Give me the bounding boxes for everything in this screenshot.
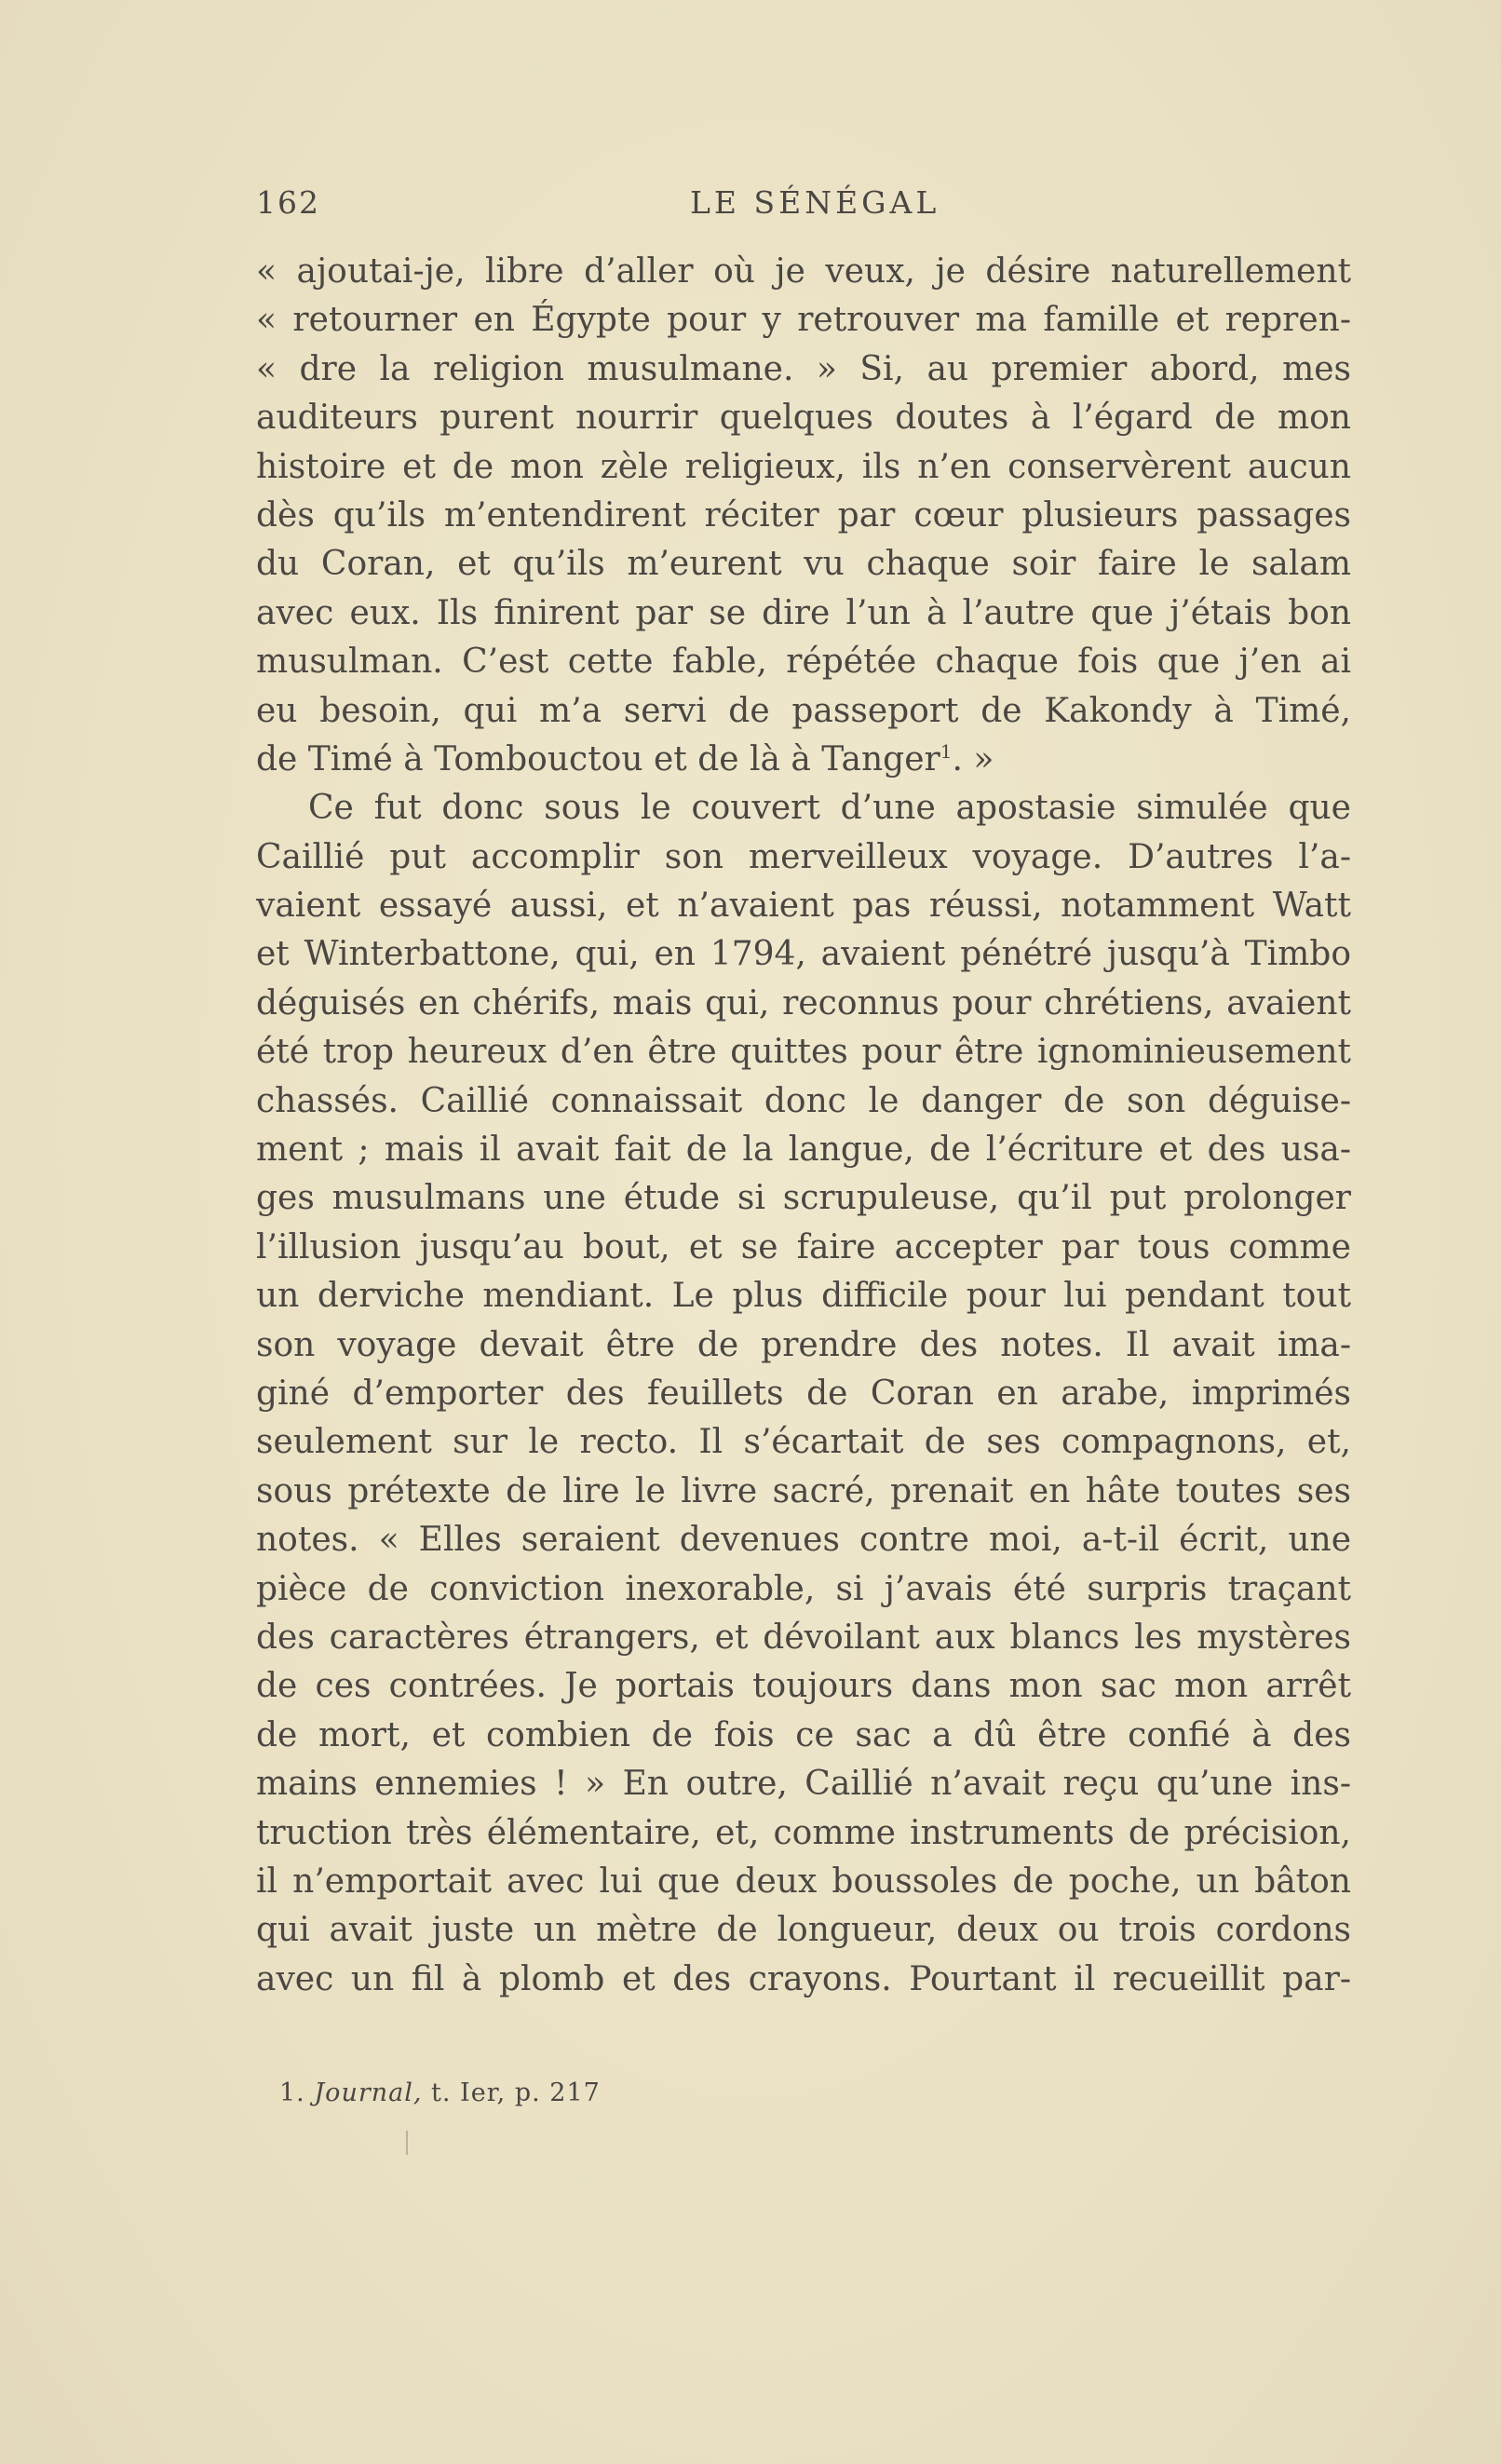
body-text — [256, 248, 1351, 2004]
text-line: giné d’emporter des feuillets de Coran en arabe, imprimés — [256, 1374, 1351, 1413]
text-line: de ces contrées. Je portais toujours dans mon sac mon arrêt — [256, 1667, 1351, 1706]
text-line: qui avait juste un mètre de longueur, deux ou trois cordons — [256, 1911, 1351, 1950]
text-line: « ajoutai-je, libre d’aller où je veux, je désire naturellement — [256, 252, 1351, 291]
text-line-content: de Timé à Tombouctou et de là à Tanger — [256, 739, 940, 778]
text-line: avec un fil à plomb et des crayons. Pourtant il recueillit par- — [256, 1959, 1351, 1998]
text-line: de mort, et combien de fois ce sac a dû être confié à des — [256, 1715, 1351, 1754]
text-line: son voyage devait être de prendre des notes. Il avait ima- — [256, 1325, 1351, 1364]
text-line: ges musulmans une étude si scrupuleuse, qu’il put prolonger — [256, 1179, 1351, 1218]
footnote-volume: t. Ier, — [431, 2078, 507, 2107]
footnote-source-title: Journal, — [314, 2078, 423, 2107]
text-line: et Winterbattone, qui, en 1794, avaient pénétré jusqu’à Timbo — [256, 935, 1351, 974]
text-line: l’illusion jusqu’au bout, et se faire accepter par tous comme — [256, 1227, 1351, 1266]
text-line: sous prétexte de lire le livre sacré, prenait en hâte toutes ses — [256, 1471, 1351, 1510]
text-line: il n’emportait avec lui que deux boussoles de poche, un bâton — [256, 1862, 1351, 1901]
text-line: « retourner en Égypte pour y retrouver ma famille et repren- — [256, 301, 1351, 340]
text-line: truction très élémentaire, et, comme instruments de précision, — [256, 1813, 1351, 1852]
paragraph-first-line: Ce fut donc sous le couvert d’une apostasie simulée que — [308, 789, 1351, 828]
footnote-reference: 1 — [940, 739, 953, 763]
footnote-number: 1. — [279, 2078, 305, 2107]
text-line: seulement sur le recto. Il s’écartait de ses compagnons, et, — [256, 1423, 1351, 1462]
footnote-page-ref: p. 217 — [514, 2078, 601, 2107]
text-line: histoire et de mon zèle religieux, ils n’en conservèrent aucun — [256, 447, 1351, 486]
text-line: pièce de conviction inexorable, si j’avais été surpris traçant — [256, 1569, 1351, 1608]
text-line — [256, 736, 1351, 784]
text-line: ment ; mais il avait fait de la langue, de l’écriture et des usa- — [256, 1130, 1351, 1170]
page-number: 162 — [256, 184, 320, 221]
text-line: des caractères étrangers, et dévoilant aux blancs les mystères — [256, 1618, 1351, 1657]
text-line: vaient essayé aussi, et n’avaient pas réussi, notamment Watt — [256, 887, 1351, 926]
running-head: LE SÉNÉGAL — [690, 184, 940, 221]
text-line: notes. « Elles seraient devenues contre moi, a-t-il écrit, une — [256, 1521, 1351, 1560]
text-line: chassés. Caillié connaissait donc le danger de son déguise- — [256, 1081, 1351, 1120]
text-line: dès qu’ils m’entendirent réciter par cœur plusieurs passages — [256, 495, 1351, 535]
text-line: musulman. C’est cette fable, répétée chaque fois que j’en ai — [256, 643, 1351, 682]
footnote — [279, 2078, 601, 2107]
text-line: Caillié put accomplir son merveilleux voyage. D’autres l’a- — [256, 837, 1351, 876]
quote-close: . » — [952, 739, 994, 778]
text-line: avec eux. Ils finirent par se dire l’un à l’autre que j’étais bon — [256, 593, 1351, 632]
text-line: été trop heureux d’en être quittes pour être ignominieusement — [256, 1033, 1351, 1072]
text-line: « dre la religion musulmane. » Si, au premier abord, mes — [256, 349, 1351, 388]
page-header — [256, 184, 1351, 229]
text-line: eu besoin, qui m’a servi de passeport de Kakondy à Timé, — [256, 691, 1351, 730]
text-line: du Coran, et qu’ils m’eurent vu chaque soir faire le salam — [256, 545, 1351, 584]
text-line: déguisés en chérifs, mais qui, reconnus pour chrétiens, avaient — [256, 983, 1351, 1022]
text-line: auditeurs purent nourrir quelques doutes à l’égard de mon — [256, 399, 1351, 438]
text-line: un derviche mendiant. Le plus difficile pour lui pendant tout — [256, 1277, 1351, 1316]
text-line: mains ennemies ! » En outre, Caillié n’avait reçu qu’une ins- — [256, 1765, 1351, 1804]
print-mark — [406, 2131, 408, 2155]
